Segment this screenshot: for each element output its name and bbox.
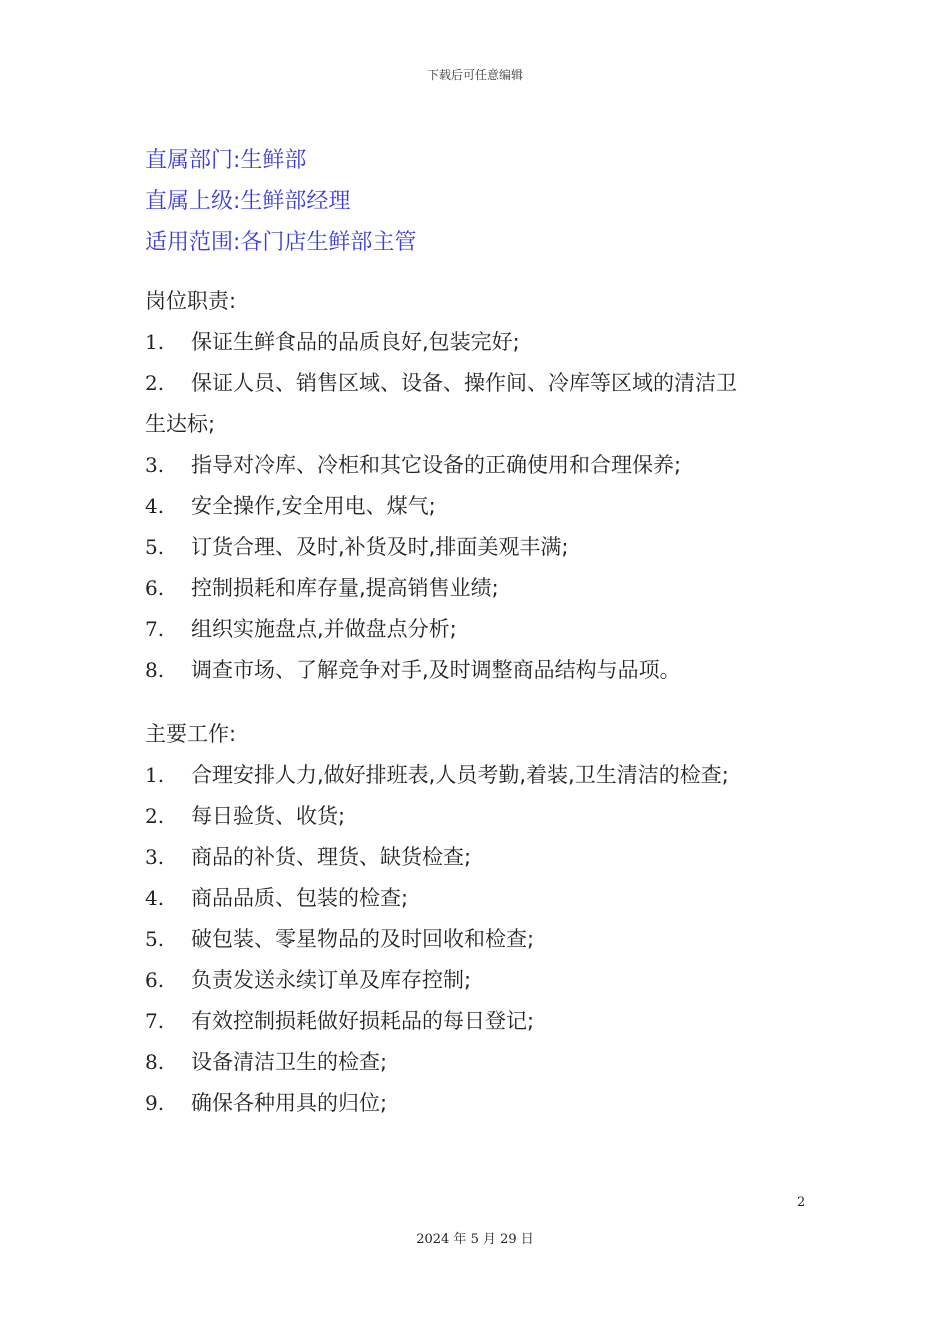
header-note: 下载后可任意编辑 — [426, 68, 523, 82]
list-item — [145, 486, 815, 527]
item-text: 保证人员、销售区域、设备、操作间、冷库等区域的清洁卫 — [191, 371, 737, 395]
item-text: 保证生鲜食品的品质良好,包装完好; — [191, 330, 520, 354]
item-number: 2. — [145, 371, 165, 395]
item-number: 2. — [145, 804, 165, 828]
item-text: 合理安排人力,做好排班表,人员考勤,着装,卫生清洁的检查; — [191, 763, 729, 787]
item-number: 3. — [145, 845, 165, 869]
item-text: 订货合理、及时,补货及时,排面美观丰满; — [191, 535, 569, 559]
item-number: 4. — [145, 886, 165, 910]
item-number: 5. — [145, 535, 165, 559]
list-item — [145, 527, 815, 568]
item-number: 5. — [145, 927, 165, 951]
item-text-continuation: 生达标; — [145, 412, 216, 436]
item-text: 调查市场、了解竞争对手,及时调整商品结构与品项。 — [191, 658, 681, 682]
list-item — [145, 1001, 815, 1042]
item-text: 安全操作,安全用电、煤气; — [191, 494, 436, 518]
item-number: 7. — [145, 1009, 165, 1033]
list-item — [145, 960, 815, 1001]
item-number: 9. — [145, 1091, 165, 1115]
item-text: 负责发送永续订单及库存控制; — [191, 968, 472, 992]
item-number: 1. — [145, 330, 165, 354]
item-text: 设备清洁卫生的检查; — [191, 1050, 388, 1074]
item-text: 指导对冷库、冷柜和其它设备的正确使用和合理保养; — [191, 453, 682, 477]
list-item — [145, 1042, 815, 1083]
main-work-heading: 主要工作: — [145, 722, 237, 746]
item-number: 7. — [145, 617, 165, 641]
item-text: 控制损耗和库存量,提高销售业绩; — [191, 576, 499, 600]
list-item — [145, 568, 815, 609]
item-number: 6. — [145, 576, 165, 600]
main-work-section — [145, 714, 815, 1124]
item-text: 组织实施盘点,并做盘点分析; — [191, 617, 457, 641]
superior-line: 直属上级:生鲜部经理 — [145, 189, 351, 214]
department-line: 直属部门:生鲜部 — [145, 148, 307, 173]
item-text: 每日验货、收货; — [191, 804, 346, 828]
item-number: 4. — [145, 494, 165, 518]
responsibilities-section — [145, 281, 815, 691]
list-item — [145, 755, 815, 796]
item-number: 8. — [145, 1050, 165, 1074]
item-text: 破包装、零星物品的及时回收和检查; — [191, 927, 535, 951]
list-item — [145, 878, 815, 919]
list-item — [145, 837, 815, 878]
item-text: 有效控制损耗做好损耗品的每日登记; — [191, 1009, 535, 1033]
footer-date: 2024 年 5 月 29 日 — [416, 1232, 534, 1247]
item-number: 1. — [145, 763, 165, 787]
list-item — [145, 1083, 815, 1124]
item-number: 6. — [145, 968, 165, 992]
list-item — [145, 796, 815, 837]
list-item — [145, 919, 815, 960]
list-item-continuation — [145, 404, 815, 445]
item-text: 商品的补货、理货、缺货检查; — [191, 845, 472, 869]
item-text: 确保各种用具的归位; — [191, 1091, 388, 1115]
item-number: 3. — [145, 453, 165, 477]
page-number: 2 — [797, 1195, 806, 1210]
item-number: 8. — [145, 658, 165, 682]
list-item — [145, 363, 815, 404]
job-meta — [145, 140, 416, 263]
list-item — [145, 650, 815, 691]
list-item — [145, 445, 815, 486]
item-text: 商品品质、包装的检查; — [191, 886, 409, 910]
list-item — [145, 322, 815, 363]
list-item — [145, 609, 815, 650]
responsibilities-heading: 岗位职责: — [145, 289, 237, 313]
scope-line: 适用范围:各门店生鲜部主管 — [145, 230, 417, 255]
